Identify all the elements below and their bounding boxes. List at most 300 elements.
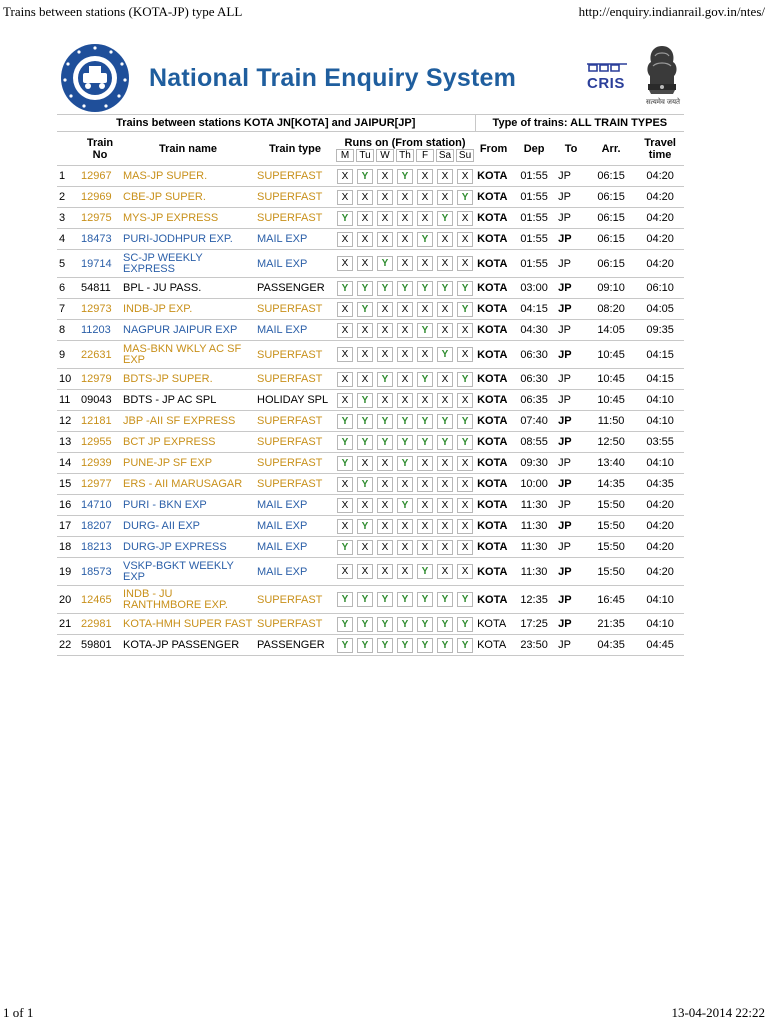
- runs-on-day: [455, 341, 475, 369]
- runs-on-day: [395, 516, 415, 537]
- departure-time: 04:15: [512, 299, 556, 320]
- runs-on-day: [375, 299, 395, 320]
- print-page-url: http://enquiry.indianrail.gov.in/ntes/: [578, 4, 765, 19]
- row-serial: 7: [57, 299, 79, 320]
- day-label: Tu: [355, 149, 375, 166]
- runs-no-mark: X: [357, 540, 373, 555]
- runs-no-mark: X: [337, 519, 353, 534]
- train-name-link[interactable]: INDB - JU RANTHMBORE EXP.: [121, 586, 255, 614]
- runs-no-mark: X: [457, 232, 473, 247]
- runs-on-day: [455, 635, 475, 656]
- runs-on-day: [395, 390, 415, 411]
- train-name-link[interactable]: MAS-BKN WKLY AC SF EXP: [121, 341, 255, 369]
- train-number-link[interactable]: 22981: [79, 614, 121, 635]
- runs-on-day: [435, 320, 455, 341]
- runs-no-mark: X: [437, 393, 453, 408]
- train-type: MAIL EXP: [255, 495, 335, 516]
- print-header: [0, 0, 768, 22]
- train-type: HOLIDAY SPL: [255, 390, 335, 411]
- train-name-link[interactable]: NAGPUR JAIPUR EXP: [121, 320, 255, 341]
- train-name-link: KOTA-JP PASSENGER: [121, 635, 255, 656]
- row-serial: 5: [57, 250, 79, 278]
- departure-time: 11:30: [512, 558, 556, 586]
- arrival-time: 06:15: [586, 208, 636, 229]
- runs-no-mark: X: [377, 211, 393, 226]
- col-from: From: [479, 142, 508, 155]
- runs-yes-mark: Y: [337, 414, 353, 429]
- runs-no-mark: X: [377, 540, 393, 555]
- runs-on-day: [335, 320, 355, 341]
- row-serial: 19: [57, 558, 79, 586]
- runs-no-mark: X: [377, 393, 393, 408]
- runs-on-day: [455, 586, 475, 614]
- runs-on-day: [435, 495, 455, 516]
- table-row: [57, 320, 684, 341]
- train-number-link[interactable]: 12967: [79, 166, 121, 187]
- row-serial: 20: [57, 586, 79, 614]
- runs-on-day: [395, 474, 415, 495]
- runs-yes-mark: Y: [397, 638, 413, 653]
- train-name-link[interactable]: DURG- AII EXP: [121, 516, 255, 537]
- print-footer: [0, 1002, 768, 1024]
- to-station: JP: [556, 229, 586, 250]
- runs-yes-mark: Y: [417, 592, 433, 607]
- travel-time: 04:15: [636, 341, 684, 369]
- departure-time: 08:55: [512, 432, 556, 453]
- runs-on-day: [355, 614, 375, 635]
- travel-time: 06:10: [636, 278, 684, 299]
- runs-on-day: [375, 453, 395, 474]
- train-number-link[interactable]: 18573: [79, 558, 121, 586]
- travel-time: 04:20: [636, 250, 684, 278]
- runs-yes-mark: Y: [437, 211, 453, 226]
- runs-no-mark: X: [377, 232, 393, 247]
- train-number-link[interactable]: 11203: [79, 320, 121, 341]
- runs-on-day: [355, 208, 375, 229]
- to-station: JP: [556, 537, 586, 558]
- runs-no-mark: X: [417, 169, 433, 184]
- table-row: [57, 299, 684, 320]
- runs-on-day: [395, 537, 415, 558]
- runs-on-day: [455, 208, 475, 229]
- runs-on-day: [415, 558, 435, 586]
- row-serial: 2: [57, 187, 79, 208]
- runs-no-mark: X: [417, 190, 433, 205]
- runs-yes-mark: Y: [357, 414, 373, 429]
- departure-time: 06:30: [512, 341, 556, 369]
- runs-no-mark: X: [397, 519, 413, 534]
- runs-no-mark: X: [337, 232, 353, 247]
- travel-time: 04:20: [636, 558, 684, 586]
- runs-on-day: [455, 299, 475, 320]
- train-name-link[interactable]: MAS-JP SUPER.: [121, 166, 255, 187]
- runs-yes-mark: Y: [357, 169, 373, 184]
- runs-no-mark: X: [377, 456, 393, 471]
- runs-no-mark: X: [397, 211, 413, 226]
- runs-yes-mark: Y: [397, 281, 413, 296]
- runs-no-mark: X: [337, 347, 353, 362]
- row-serial: 8: [57, 320, 79, 341]
- train-number-link[interactable]: 14710: [79, 495, 121, 516]
- train-name-link[interactable]: ERS - AII MARUSAGAR: [121, 474, 255, 495]
- arrival-time: 08:20: [586, 299, 636, 320]
- runs-no-mark: X: [437, 372, 453, 387]
- train-name-link[interactable]: DURG-JP EXPRESS: [121, 537, 255, 558]
- runs-yes-mark: Y: [397, 414, 413, 429]
- col-to: To: [564, 142, 578, 155]
- runs-on-day: [355, 411, 375, 432]
- arrival-time: 21:35: [586, 614, 636, 635]
- train-name-link: BDTS - JP AC SPL: [121, 390, 255, 411]
- departure-time: 10:00: [512, 474, 556, 495]
- runs-on-day: [335, 516, 355, 537]
- train-number-link[interactable]: 22631: [79, 341, 121, 369]
- runs-on-day: [375, 278, 395, 299]
- runs-on-day: [375, 558, 395, 586]
- to-station: JP: [556, 495, 586, 516]
- runs-on-day: [395, 250, 415, 278]
- train-type: SUPERFAST: [255, 369, 335, 390]
- train-number-link[interactable]: 12975: [79, 208, 121, 229]
- runs-no-mark: X: [357, 347, 373, 362]
- to-station: JP: [556, 635, 586, 656]
- train-type: SUPERFAST: [255, 166, 335, 187]
- train-number-link[interactable]: 12181: [79, 411, 121, 432]
- runs-on-day: [355, 390, 375, 411]
- runs-no-mark: X: [377, 347, 393, 362]
- row-serial: 3: [57, 208, 79, 229]
- runs-no-mark: X: [437, 256, 453, 271]
- train-name-link[interactable]: JBP -AII SF EXPRESS: [121, 411, 255, 432]
- arrival-time: 06:15: [586, 187, 636, 208]
- runs-no-mark: X: [397, 477, 413, 492]
- runs-on-day: [375, 369, 395, 390]
- runs-on-day: [355, 320, 375, 341]
- departure-time: 01:55: [512, 229, 556, 250]
- train-number-link: 59801: [79, 635, 121, 656]
- runs-on-day: [335, 537, 355, 558]
- train-type: MAIL EXP: [255, 537, 335, 558]
- runs-no-mark: X: [457, 211, 473, 226]
- runs-no-mark: X: [417, 302, 433, 317]
- runs-no-mark: X: [417, 477, 433, 492]
- runs-yes-mark: Y: [337, 456, 353, 471]
- train-name-link[interactable]: INDB-JP EXP.: [121, 299, 255, 320]
- runs-yes-mark: Y: [437, 414, 453, 429]
- runs-on-day: [435, 635, 455, 656]
- runs-on-day: [355, 635, 375, 656]
- runs-on-day: [415, 537, 435, 558]
- train-name-link[interactable]: KOTA-HMH SUPER FAST: [121, 614, 255, 635]
- col-dep: Dep: [523, 142, 545, 155]
- runs-on-day: [435, 586, 455, 614]
- runs-on-day: [435, 278, 455, 299]
- arrival-time: 10:45: [586, 369, 636, 390]
- travel-time: 04:10: [636, 390, 684, 411]
- table-row: [57, 453, 684, 474]
- runs-on-day: [375, 516, 395, 537]
- runs-on-day: [355, 166, 375, 187]
- table-row: [57, 411, 684, 432]
- runs-yes-mark: Y: [417, 232, 433, 247]
- runs-on-day: [355, 474, 375, 495]
- runs-yes-mark: Y: [337, 281, 353, 296]
- runs-on-day: [435, 299, 455, 320]
- runs-on-day: [335, 229, 355, 250]
- arrival-time: 06:15: [586, 166, 636, 187]
- runs-no-mark: X: [457, 498, 473, 513]
- from-station: KOTA: [475, 453, 512, 474]
- to-station: JP: [556, 586, 586, 614]
- runs-on-day: [415, 369, 435, 390]
- train-type: SUPERFAST: [255, 432, 335, 453]
- to-station: JP: [556, 474, 586, 495]
- runs-yes-mark: Y: [457, 592, 473, 607]
- runs-on-day: [395, 495, 415, 516]
- runs-on-day: [335, 166, 355, 187]
- train-type: SUPERFAST: [255, 411, 335, 432]
- query-heading: Trains between stations KOTA JN[KOTA] and JAIPUR[JP]: [57, 115, 475, 132]
- runs-on-day: [415, 635, 435, 656]
- train-number-link[interactable]: 12977: [79, 474, 121, 495]
- train-name-link[interactable]: BDTS-JP SUPER.: [121, 369, 255, 390]
- runs-no-mark: X: [437, 232, 453, 247]
- runs-yes-mark: Y: [377, 592, 393, 607]
- runs-on-day: [375, 250, 395, 278]
- runs-no-mark: X: [357, 256, 373, 271]
- train-type: SUPERFAST: [255, 187, 335, 208]
- train-number-link[interactable]: 18207: [79, 516, 121, 537]
- train-type: MAIL EXP: [255, 229, 335, 250]
- runs-on-day: [455, 166, 475, 187]
- day-label: Sa: [435, 149, 455, 166]
- train-number-link: 09043: [79, 390, 121, 411]
- row-serial: 17: [57, 516, 79, 537]
- col-train-type: Train type: [269, 142, 321, 155]
- train-number-link[interactable]: 12955: [79, 432, 121, 453]
- runs-on-day: [355, 495, 375, 516]
- row-serial: 10: [57, 369, 79, 390]
- runs-no-mark: X: [397, 540, 413, 555]
- runs-on-day: [395, 299, 415, 320]
- train-type: SUPERFAST: [255, 453, 335, 474]
- runs-yes-mark: Y: [457, 435, 473, 450]
- arrival-time: 15:50: [586, 516, 636, 537]
- travel-time: 03:55: [636, 432, 684, 453]
- from-station: KOTA: [475, 495, 512, 516]
- runs-no-mark: X: [417, 256, 433, 271]
- train-name-link[interactable]: MYS-JP EXPRESS: [121, 208, 255, 229]
- print-timestamp: 13-04-2014 22:22: [671, 1005, 765, 1020]
- departure-time: 01:55: [512, 250, 556, 278]
- runs-on-day: [435, 369, 455, 390]
- table-row: [57, 614, 684, 635]
- cris-label: CRIS: [587, 75, 625, 92]
- runs-no-mark: X: [457, 347, 473, 362]
- runs-on-day: [415, 453, 435, 474]
- runs-on-day: [435, 474, 455, 495]
- arrival-time: 15:50: [586, 537, 636, 558]
- train-number-link[interactable]: 18473: [79, 229, 121, 250]
- train-name-link[interactable]: PURI-JODHPUR EXP.: [121, 229, 255, 250]
- site-banner: [57, 36, 684, 114]
- departure-time: 11:30: [512, 537, 556, 558]
- travel-time: 04:15: [636, 369, 684, 390]
- runs-on-day: [455, 411, 475, 432]
- runs-no-mark: X: [357, 456, 373, 471]
- departure-time: 01:55: [512, 187, 556, 208]
- runs-on-day: [415, 474, 435, 495]
- train-number-link[interactable]: 12979: [79, 369, 121, 390]
- runs-on-day: [335, 187, 355, 208]
- runs-no-mark: X: [437, 564, 453, 579]
- runs-yes-mark: Y: [417, 638, 433, 653]
- runs-on-day: [395, 187, 415, 208]
- runs-on-day: [335, 341, 355, 369]
- departure-time: 04:30: [512, 320, 556, 341]
- train-number-link[interactable]: 12969: [79, 187, 121, 208]
- runs-no-mark: X: [397, 256, 413, 271]
- runs-no-mark: X: [337, 256, 353, 271]
- train-name-link[interactable]: VSKP-BGKT WEEKLY EXP: [121, 558, 255, 586]
- site-title: National Train Enquiry System: [149, 64, 517, 92]
- print-page-title: Trains between stations (KOTA-JP) type ALL: [3, 4, 243, 19]
- runs-on-day: [335, 411, 355, 432]
- train-name-link[interactable]: PUNE-JP SF EXP: [121, 453, 255, 474]
- travel-time: 04:35: [636, 474, 684, 495]
- runs-on-day: [355, 229, 375, 250]
- train-number-link[interactable]: 12465: [79, 586, 121, 614]
- trains-table: [57, 114, 684, 656]
- runs-on-day: [415, 614, 435, 635]
- runs-no-mark: X: [397, 372, 413, 387]
- runs-on-day: [415, 208, 435, 229]
- runs-yes-mark: Y: [377, 435, 393, 450]
- from-station: KOTA: [475, 229, 512, 250]
- runs-yes-mark: Y: [377, 414, 393, 429]
- runs-no-mark: X: [357, 323, 373, 338]
- from-station: KOTA: [475, 411, 512, 432]
- train-type: MAIL EXP: [255, 516, 335, 537]
- runs-on-day: [395, 411, 415, 432]
- runs-on-day: [395, 320, 415, 341]
- train-type: SUPERFAST: [255, 299, 335, 320]
- runs-no-mark: X: [337, 169, 353, 184]
- runs-yes-mark: Y: [417, 281, 433, 296]
- runs-yes-mark: Y: [457, 302, 473, 317]
- runs-yes-mark: Y: [357, 302, 373, 317]
- train-number-link[interactable]: 19714: [79, 250, 121, 278]
- row-serial: 22: [57, 635, 79, 656]
- column-header-row: [57, 132, 684, 150]
- from-station: KOTA: [475, 320, 512, 341]
- to-station: JP: [556, 299, 586, 320]
- runs-on-day: [415, 516, 435, 537]
- runs-yes-mark: Y: [337, 211, 353, 226]
- runs-no-mark: X: [377, 302, 393, 317]
- train-number-link[interactable]: 18213: [79, 537, 121, 558]
- travel-time: 04:20: [636, 229, 684, 250]
- from-station: KOTA: [475, 299, 512, 320]
- travel-time: 04:20: [636, 187, 684, 208]
- runs-no-mark: X: [397, 347, 413, 362]
- train-name-link[interactable]: SC-JP WEEKLY EXPRESS: [121, 250, 255, 278]
- runs-no-mark: X: [357, 564, 373, 579]
- train-type: SUPERFAST: [255, 474, 335, 495]
- runs-no-mark: X: [377, 477, 393, 492]
- train-name-link[interactable]: PURI - BKN EXP: [121, 495, 255, 516]
- runs-on-day: [375, 166, 395, 187]
- print-page-number: 1 of 1: [3, 1005, 34, 1020]
- runs-yes-mark: Y: [457, 414, 473, 429]
- train-type: MAIL EXP: [255, 558, 335, 586]
- runs-yes-mark: Y: [357, 638, 373, 653]
- arrival-time: 06:15: [586, 250, 636, 278]
- table-row: [57, 495, 684, 516]
- arrival-time: 16:45: [586, 586, 636, 614]
- runs-on-day: [355, 558, 375, 586]
- runs-yes-mark: Y: [417, 564, 433, 579]
- runs-on-day: [395, 229, 415, 250]
- train-name-link[interactable]: CBE-JP SUPER.: [121, 187, 255, 208]
- runs-on-day: [435, 432, 455, 453]
- table-row: [57, 166, 684, 187]
- travel-time: 04:10: [636, 411, 684, 432]
- train-number-link[interactable]: 12939: [79, 453, 121, 474]
- runs-on-day: [375, 537, 395, 558]
- train-type: SUPERFAST: [255, 614, 335, 635]
- train-number-link[interactable]: 12973: [79, 299, 121, 320]
- runs-yes-mark: Y: [357, 519, 373, 534]
- runs-no-mark: X: [397, 323, 413, 338]
- runs-on-day: [435, 411, 455, 432]
- runs-on-day: [375, 614, 395, 635]
- runs-no-mark: X: [437, 498, 453, 513]
- runs-yes-mark: Y: [397, 435, 413, 450]
- national-emblem: [641, 44, 683, 108]
- to-station: JP: [556, 320, 586, 341]
- arrival-time: 09:10: [586, 278, 636, 299]
- runs-yes-mark: Y: [377, 372, 393, 387]
- runs-on-day: [455, 278, 475, 299]
- runs-no-mark: X: [417, 456, 433, 471]
- departure-time: 12:35: [512, 586, 556, 614]
- runs-no-mark: X: [457, 456, 473, 471]
- runs-on-day: [415, 411, 435, 432]
- train-rows: [57, 166, 684, 656]
- runs-on-day: [415, 278, 435, 299]
- table-row: [57, 187, 684, 208]
- from-station: KOTA: [475, 208, 512, 229]
- runs-no-mark: X: [337, 393, 353, 408]
- runs-yes-mark: Y: [397, 456, 413, 471]
- train-name-link[interactable]: BCT JP EXPRESS: [121, 432, 255, 453]
- arrival-time: 14:35: [586, 474, 636, 495]
- table-row: [57, 250, 684, 278]
- runs-on-day: [375, 635, 395, 656]
- train-type: SUPERFAST: [255, 586, 335, 614]
- from-station: KOTA: [475, 166, 512, 187]
- travel-time: 04:05: [636, 299, 684, 320]
- table-row: [57, 586, 684, 614]
- travel-time: 04:20: [636, 166, 684, 187]
- runs-no-mark: X: [377, 519, 393, 534]
- row-serial: 13: [57, 432, 79, 453]
- runs-yes-mark: Y: [377, 638, 393, 653]
- table-row: [57, 474, 684, 495]
- from-station: KOTA: [475, 558, 512, 586]
- from-station: KOTA: [475, 614, 512, 635]
